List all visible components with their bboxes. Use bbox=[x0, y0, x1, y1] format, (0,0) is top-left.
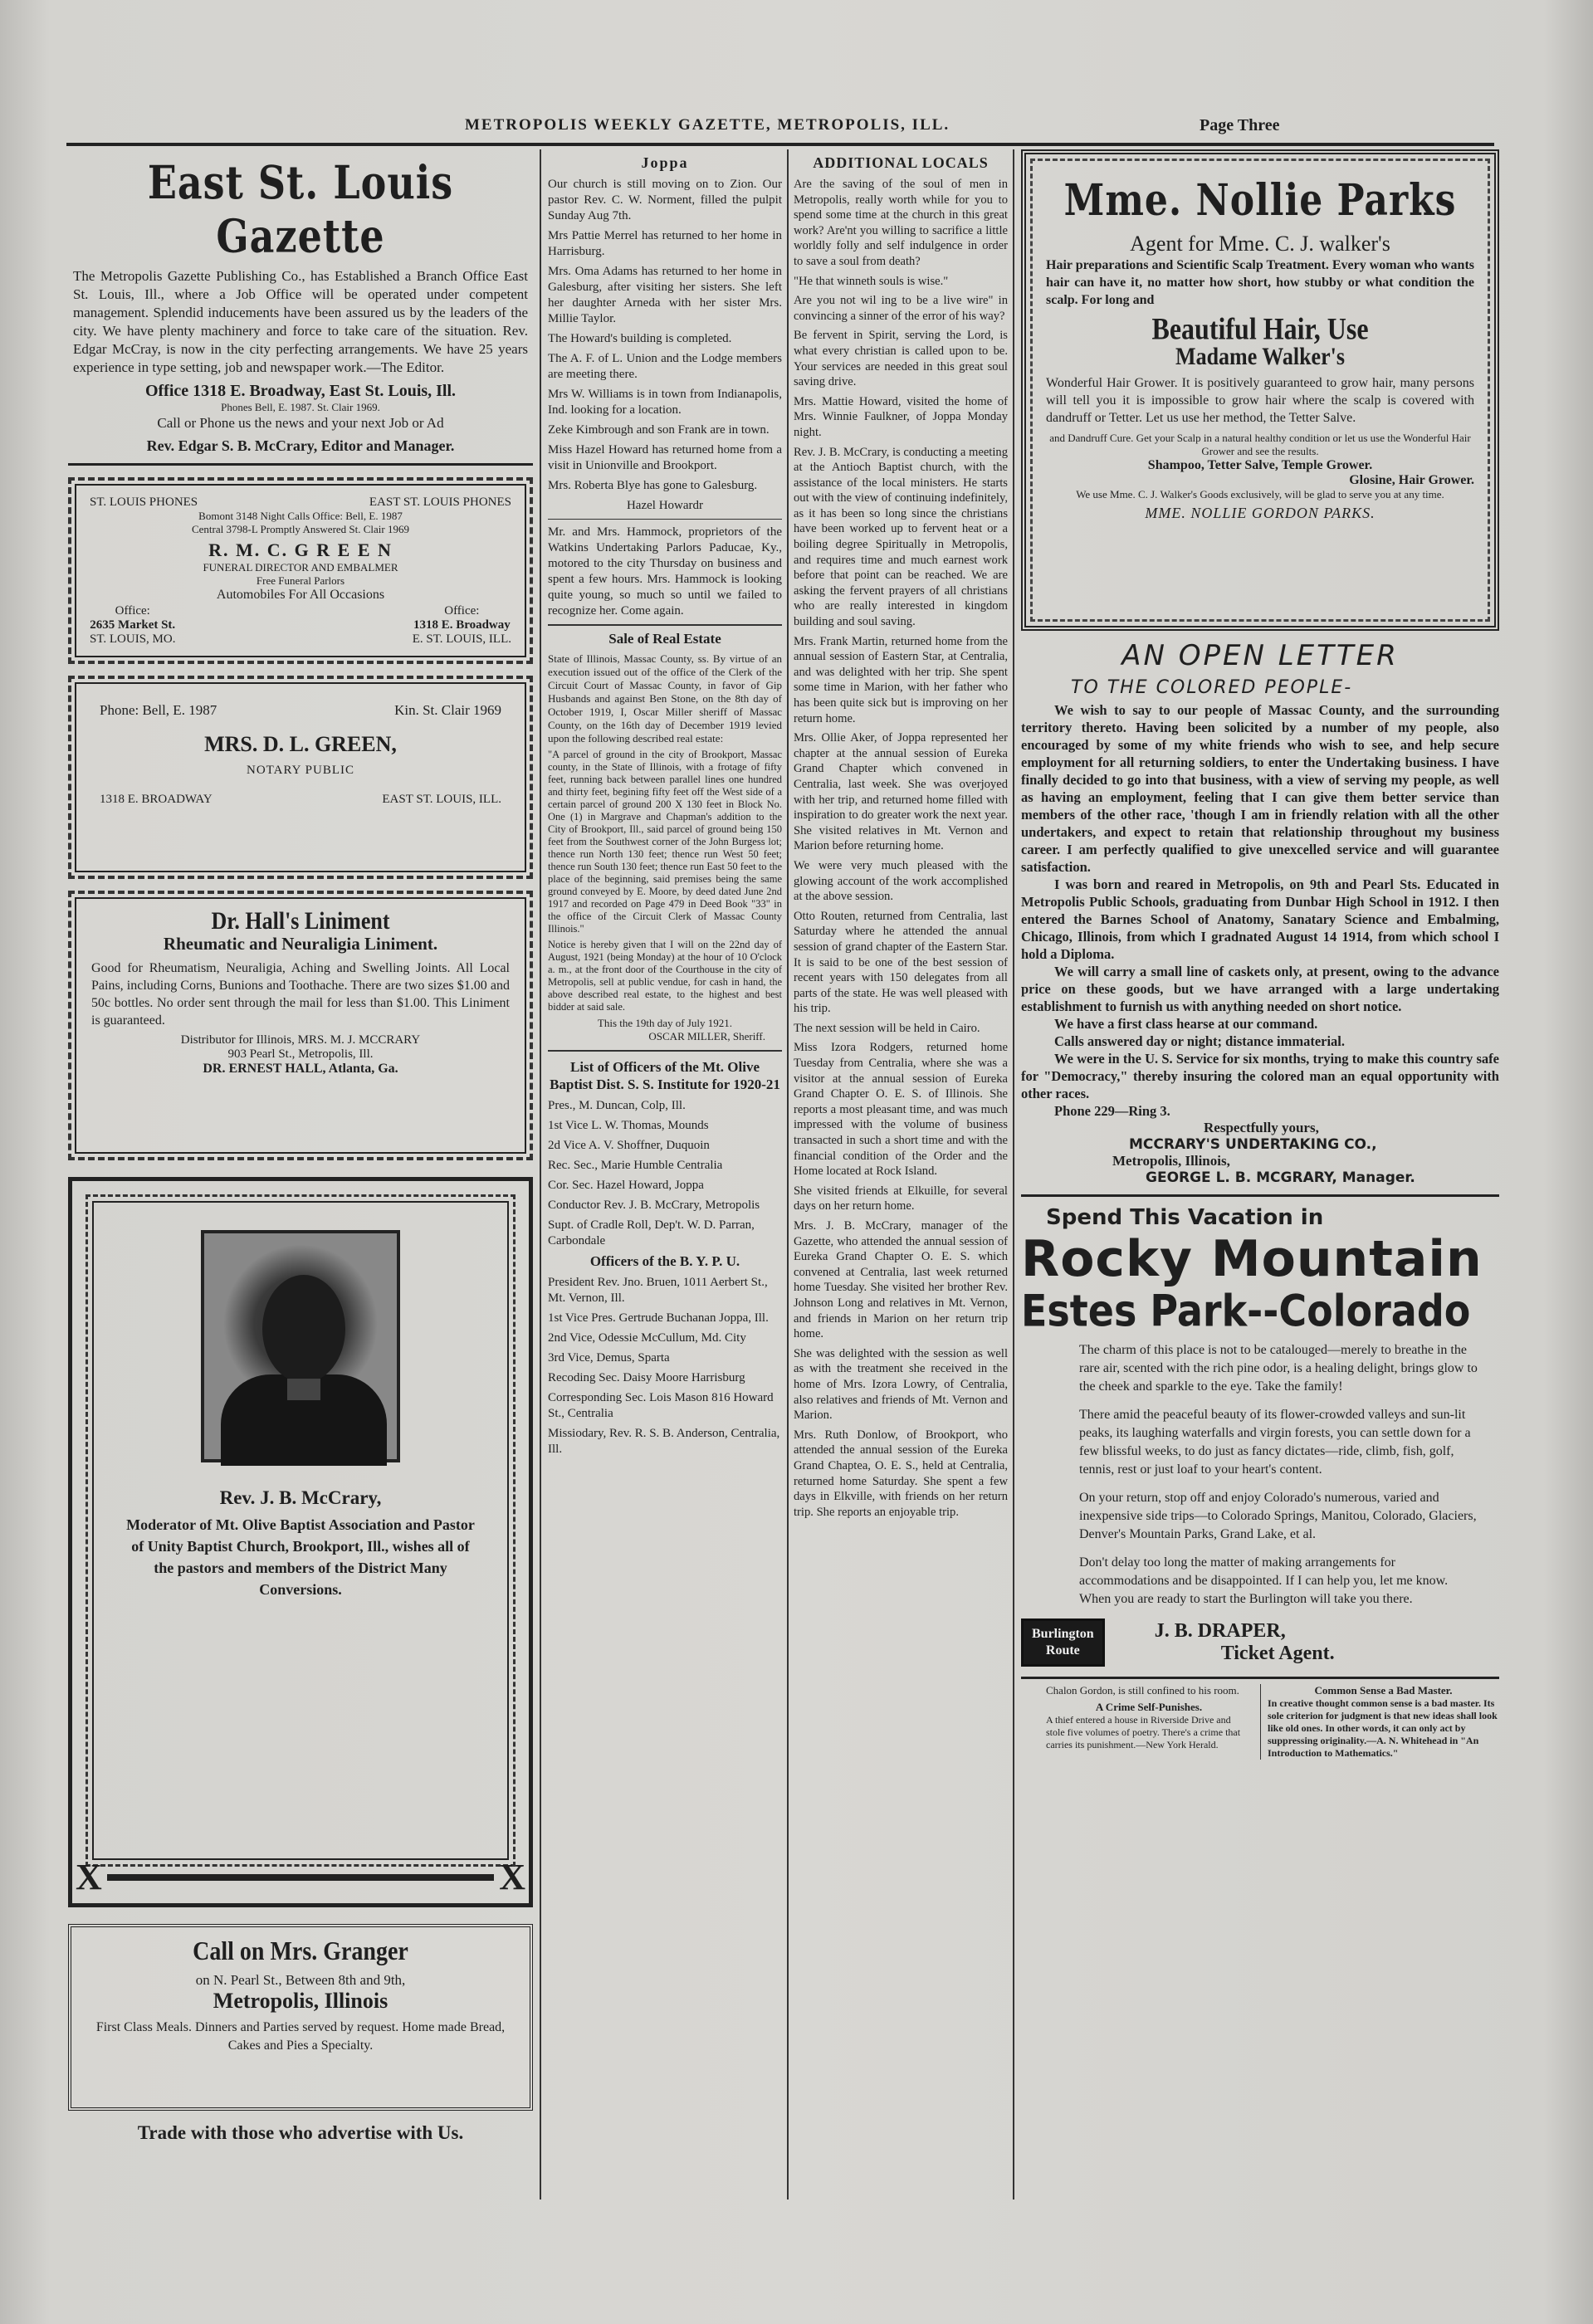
bypu-entry: 1st Vice Pres. Gertrude Buchanan Joppa, Ill. bbox=[548, 1311, 769, 1325]
bypu-entry: Missiodary, Rev. R. S. B. Anderson, Centralia, Ill. bbox=[548, 1427, 780, 1456]
granger-body: First Class Meals. Dinners and Parties served by request. Home made Bread, Cakes and Pies a Specialty. bbox=[95, 2020, 506, 2053]
route-text: Route bbox=[1045, 1643, 1080, 1658]
esl-title: East St. Louis Gazette bbox=[147, 155, 454, 263]
esl-gazette-notice bbox=[68, 149, 533, 466]
hall-subtitle: Rheumatic and Neuraligia Liniment. bbox=[163, 934, 438, 954]
letter-paragraph: We wish to say to our people of Massac County, and the surrounding territory thereto. Having been solicited by a number of my people, also encouraged by some of my white friends who wish to see, and help secure employment for all returning soldiers, to enter the Undertaking business. I have finally decided to go into that business, with a view of serving my people, as well as having an employment, feeling that I can give them better service than members of the other race, 'though I am in friendly relation with all the other undertakers, and expect to retain that relationship throughout my business career. I am perfectly qualified to give unexcelled service and will guarantee satisfaction. bbox=[1021, 702, 1499, 875]
joppa-item: The A. F. of L. Union and the Lodge members are meeting there. bbox=[548, 352, 782, 381]
letter-paragraph: I was born and reared in Metropolis, on 9th and Pearl Sts. Educated in Metropolis Public Schools, graduating from Dunbar High School in 1912. I then entered the Barnes School of Anatomy, Sanatary Science and Embalming, Chicago, Illinois, from which I gradnated August 14 1914, from which school I hold a Diploma. bbox=[1021, 876, 1499, 962]
bypu-entry: 3rd Vice, Demus, Sparta bbox=[548, 1351, 670, 1365]
notary-addr: 1318 E. BROADWAY bbox=[100, 793, 213, 806]
green-city1: ST. LOUIS, MO. bbox=[90, 632, 176, 646]
rocky-estes: Estes Park--Colorado bbox=[1021, 1284, 1471, 1337]
local-item: Otto Routen, returned from Centralia, last Saturday where he attended the annual session of grand chapter of the Eastern Star. It is said to be one of the best session of recent years with 150 delegates from all parts of the state. He was well pleased with his trip. bbox=[794, 909, 1008, 1016]
green-office-label: Office: bbox=[444, 604, 480, 618]
joppa-item: Mrs. Oma Adams has returned to her home in Galesburg, after visiting her sisters. She left her daughter Arneda with her sister Mrs. Millie Taylor. bbox=[548, 265, 782, 325]
bypu-entry: Recoding Sec. Daisy Moore Harrisburg bbox=[548, 1371, 745, 1384]
letter-paragraph: Phone 229—Ring 3. bbox=[1054, 1103, 1170, 1119]
local-item: She was delighted with the session as well as with the treatment she received in the home of Mrs. Izora Lowry, of Centralia, also relatives and friends of Mt. Vernon and Marion. bbox=[794, 1346, 1008, 1423]
officer-entry: 2d Vice A. V. Shoffner, Duquoin bbox=[548, 1139, 710, 1152]
hall-body: Good for Rheumatism, Neuraligia, Aching and Swelling Joints. All Local Pains, including Corns, Bunions and Toothache. There are two sizes $1.00 and 50c bottles. No order sent through the mail for less than $1.00. This Liniment is guaranteed. bbox=[91, 961, 510, 1028]
crime-heading: A Crime Self-Punishes. bbox=[1095, 1701, 1203, 1713]
green-funeral-ad bbox=[68, 477, 533, 664]
letter-paragraph: We were in the U. S. Service for six months, trying to make this country safe for "Democracy," thereby insuring the colored man an equal opportunity with other races. bbox=[1021, 1051, 1499, 1101]
notary-city: EAST ST. LOUIS, ILL. bbox=[382, 793, 501, 806]
burlington-route-logo bbox=[1021, 1618, 1105, 1667]
mccrary-body: Moderator of Mt. Olive Baptist Association and Pastor of Unity Baptist Church, Brookport, Ill., wishes all of the pastors and members of the District Many Conversions. bbox=[126, 1516, 475, 1598]
letter-respectfully: Respectfully yours, bbox=[1204, 1120, 1319, 1135]
x-left-mark: X bbox=[76, 1857, 102, 1897]
additional-locals bbox=[794, 177, 1008, 1520]
local-item: Mrs. Mattie Howard, visited the home of Mrs. Winnie Faulkner, of Joppa Monday night. bbox=[794, 394, 1008, 439]
granger-location: on N. Pearl St., Between 8th and 9th, bbox=[195, 1972, 406, 1988]
burlington-text: Burlington bbox=[1032, 1627, 1094, 1641]
mccrary-portrait-ad bbox=[68, 1177, 533, 1907]
green-addr1: 2635 Market St. bbox=[90, 618, 176, 632]
parks-title: Mme. Nollie Parks bbox=[1063, 174, 1457, 227]
esl-phones: Phones Bell, E. 1987. St. Clair 1969. bbox=[221, 401, 380, 413]
bypu-entry: 2nd Vice, Odessie McCullum, Md. City bbox=[548, 1331, 746, 1345]
rocky-body bbox=[1021, 1333, 1499, 1609]
masthead: METROPOLIS WEEKLY GAZETTE, METROPOLIS, ILL. bbox=[465, 116, 950, 134]
portrait-photo bbox=[201, 1230, 400, 1462]
sale-date: This the 19th day of July 1921. bbox=[597, 1017, 733, 1029]
x-right-mark: X bbox=[499, 1857, 525, 1897]
letter-company: MCCRARY'S UNDERTAKING CO., bbox=[1129, 1136, 1377, 1153]
rocky-paragraph: Don't delay too long the matter of making arrangements for accommodations and be disappointed. If I can help you, let me know. When you are ready to start the Burlington will take you there. bbox=[1079, 1555, 1449, 1606]
column-divider bbox=[787, 149, 789, 2200]
sale-para-3: Notice is hereby given that I will on the 22nd day of August, 1921 (being Monday) at the hour of 10 O'clock a. m., at the front door of the Courthouse in the city of Metropolis, sell at public vendue, for cash in hand, the above described real estate, to the highest and best bidder at said sale. bbox=[548, 939, 782, 1013]
officer-entry: Conductor Rev. J. B. McCrary, Metropolis bbox=[548, 1199, 760, 1212]
local-item: Are the saving of the soul of men in Metropolis, really worth while for you to spend some time at the church in this great work? Are'nt you willing to sacrifice a little worldly folly and self indulgence in order to save a soul from death? bbox=[794, 178, 1008, 268]
column-1 bbox=[68, 149, 533, 2200]
hall-distributor: Distributor for Illinois, MRS. M. J. MCCRARY bbox=[180, 1033, 421, 1047]
draper-name: J. B. DRAPER, bbox=[1154, 1620, 1286, 1642]
officer-entry: 1st Vice L. W. Thomas, Mounds bbox=[548, 1119, 709, 1132]
notary-kin: Kin. St. Clair 1969 bbox=[394, 702, 501, 718]
bypu-entry: President Rev. Jno. Bruen, 1011 Aerbert St., Mt. Vernon, Ill. bbox=[548, 1276, 768, 1305]
green-phone-line2: Central 3798-L Promptly Answered St. Clair 1969 bbox=[191, 523, 410, 535]
officer-entry: Supt. of Cradle Roll, Dep't. W. D. Parran, Carbondale bbox=[548, 1218, 755, 1247]
esl-body: The Metropolis Gazette Publishing Co., has Established a Branch Office East St. Louis, Ill., where a Job Office will be operated under competent management. Splendid inducements have been assured us by the leaders of the city. We have plenty machinery and force to take care of the situation. Rev. Edgar McCray, is now in the city perfecting arrangements. We have 25 years experience in type setting, job and newspaper work.—The Editor. bbox=[73, 268, 528, 375]
joppa-item: Mrs Pattie Merrel has returned to her home in Harrisburg. bbox=[548, 229, 782, 258]
parks-madame: Madame Walker's bbox=[1175, 342, 1345, 371]
esl-call: Call or Phone us the news and your next Job or Ad bbox=[157, 415, 444, 431]
granger-city: Metropolis, Illinois bbox=[213, 1989, 388, 2013]
parks-para-4: We use Mme. C. J. Walker's Goods exclusively, will be glad to serve you at any time. bbox=[1076, 488, 1444, 500]
bypu-heading: Officers of the B. Y. P. U. bbox=[589, 1253, 740, 1269]
joppa-item: Zeke Kimbrough and son Frank are in town. bbox=[548, 423, 770, 437]
rocky-spend: Spend This Vacation in bbox=[1046, 1205, 1324, 1230]
green-autos: Automobiles For All Occasions bbox=[216, 588, 385, 602]
local-item: Be fervent in Spirit, serving the Lord, is what every christian is called upon to be. Your services are needed in this great soul saving drive. bbox=[794, 329, 1008, 389]
hall-doctor: DR. ERNEST HALL, Atlanta, Ga. bbox=[203, 1062, 398, 1076]
green-parlors: Free Funeral Parlors bbox=[256, 574, 345, 587]
notary-title: NOTARY PUBLIC bbox=[246, 764, 354, 777]
letter-paragraph: We have a first class hearse at our command. bbox=[1054, 1016, 1318, 1032]
sale-heading: Sale of Real Estate bbox=[608, 631, 721, 647]
parks-agent: Agent for Mme. C. J. walker's bbox=[1130, 232, 1390, 256]
parks-glosine: Glosine, Hair Grower. bbox=[1349, 473, 1474, 487]
notary-name: MRS. D. L. GREEN, bbox=[204, 732, 397, 756]
esl-editor: Rev. Edgar S. B. McCrary, Editor and Manager. bbox=[146, 437, 455, 454]
draper-title: Ticket Agent. bbox=[1220, 1643, 1335, 1664]
open-letter-body bbox=[1021, 701, 1499, 1120]
green-office-label: Office: bbox=[115, 604, 150, 618]
column-3 bbox=[794, 149, 1008, 2200]
parks-beautiful: Beautiful Hair, Use bbox=[1151, 311, 1369, 346]
crime-body: A thief entered a house in Riverside Drive and stole five volumes of poetry. There's a crime that carries its punishment.—New York Herald. bbox=[1046, 1714, 1241, 1750]
header-rule bbox=[66, 143, 1494, 146]
chalon-item: Chalon Gordon, is still confined to his room. bbox=[1046, 1684, 1239, 1697]
granger-ad bbox=[68, 1924, 533, 2111]
officer-entry: Cor. Sec. Hazel Howard, Joppa bbox=[548, 1179, 704, 1192]
letter-title: AN OPEN LETTER bbox=[1121, 639, 1399, 672]
rocky-mountain-ad bbox=[1021, 1194, 1499, 1667]
letter-paragraph: Calls answered day or night; distance immaterial. bbox=[1054, 1033, 1346, 1049]
hall-address: 903 Pearl St., Metropolis, Ill. bbox=[227, 1047, 374, 1061]
sense-body: In creative thought common sense is a bad master. Its sole criterion for judgment is that new ideas shall look like old ones. In other words, it can only act by suppressing originality.—A. N. Whitehead in "An Introduction to Mathematics." bbox=[1268, 1697, 1498, 1759]
hammock-item: Mr. and Mrs. Hammock, proprietors of the Watkins Undertaking Parlors Paducae, Ky., motored to the city Thursday on business and spent a few hours. Mrs. Hammock is looking quite young, so much so until we failed to recognize her. Come again. bbox=[548, 525, 782, 618]
local-item: The next session will be held in Cairo. bbox=[794, 1021, 980, 1035]
joppa-item: The Howard's building is completed. bbox=[548, 332, 732, 345]
mccrary-name: Rev. J. B. McCrary, bbox=[219, 1487, 382, 1508]
letter-city: Metropolis, Illinois, bbox=[1112, 1153, 1230, 1169]
green-stl-phones: ST. LOUIS PHONES bbox=[90, 496, 198, 509]
officer-entry: Rec. Sec., Marie Humble Centralia bbox=[548, 1159, 723, 1172]
local-item: We were very much pleased with the glowing account of the work accomplished at the above session. bbox=[794, 858, 1008, 904]
column-2 bbox=[548, 149, 782, 2200]
rocky-title: Rocky Mountain bbox=[1021, 1230, 1483, 1288]
local-item: Mrs. J. B. McCrary, manager of the Gazette, who attended the annual session of Eureka Grand Chapter O. E. S. which convened at Centralia, last week returned home Tuesday. She visited her brother Rev. Johnson Long and relatives in Mt. Vernon, and friends in Marion on her return trip home. bbox=[794, 1219, 1008, 1341]
joppa-item: Mrs. Roberta Blye has gone to Galesburg. bbox=[548, 479, 758, 492]
sense-heading: Common Sense a Bad Master. bbox=[1314, 1684, 1453, 1697]
local-item: Miss Izora Rodgers, returned home Tuesday from Centralia, where she was a visitor at the annual session of Eureka Grand Chapter O. E. S. of Illinois. She reports a most pleasant time, and was much impressed with the volume of business transacted in such a short time and with the financial condition of the Order and the Home located at Rock Island. bbox=[794, 1041, 1008, 1179]
green-phone-line1: Bomont 3148 Night Calls Office: Bell, E. 1987 bbox=[198, 510, 403, 522]
officers-list bbox=[548, 1098, 782, 1249]
bypu-list bbox=[548, 1275, 782, 1457]
bypu-entry: Corresponding Sec. Lois Mason 816 Howard St., Centralia bbox=[548, 1391, 774, 1420]
sale-para-1: State of Illinois, Massac County, ss. By virtue of an execution issued out of the office of the Clerk of the Circuit Court of Massac County, in favor of Gip Husbands and against Ben Stone, on the 8th day of October 1919, I, Oscar Miller sheriff of Massac County, on the 16th day of December 1919 levied upon the following described real estate: bbox=[548, 652, 782, 745]
rocky-paragraph: On your return, stop off and enjoy Colorado's numerous, varied and inexpensive side trips—to Colorado Springs, Manitou, Colorado, Glaciers, Denver's Mountain Parks, Grand Lake, et al. bbox=[1079, 1491, 1477, 1541]
officer-entry: Pres., M. Duncan, Colp, Ill. bbox=[548, 1099, 686, 1112]
joppa-item: Mrs W. Williams is in town from Indianapolis, Ind. looking for a location. bbox=[548, 388, 782, 417]
local-item: Mrs. Frank Martin, returned home from the annual session of Eastern Star, at Centralia, and was delighted with her trip. She spent some time in Marion, with her father who has been quite sick but is improving on her return home. bbox=[794, 634, 1008, 725]
letter-to: TO THE COLORED PEOPLE- bbox=[1071, 677, 1353, 698]
additional-locals-heading: ADDITIONAL LOCALS bbox=[813, 154, 989, 171]
letter-paragraph: We will carry a small line of caskets only, at present, owing to the advance price on these goods, but we have arranged with a large undertaking establishment to furnish us with anything needed on short notice. bbox=[1021, 964, 1499, 1014]
page-number: Page Three bbox=[1200, 116, 1280, 134]
green-addr2: 1318 E. Broadway bbox=[413, 618, 511, 632]
local-item: Rev. J. B. McCrary, is conducting a meeting at the Antioch Baptist church, with the assistance of the local ministers. He starts out with the view of continuing indefinitely, as it has been so long since the christians have been worked up to fervent heat or a boiling degree Spiritually in Metropolis, and requires time and much earnest work before that point can be reached. We are asking the fervent prayers of all christians who are really interested in kingdom building and soul saving. bbox=[794, 445, 1008, 629]
rocky-paragraph: The charm of this place is not to be catalouged—merely to breathe in the rare air, scented with the rich pine odor, is a healing delight, brings glow to the cheek and sparkle to the eye. Take the family! bbox=[1079, 1343, 1478, 1394]
green-role: FUNERAL DIRECTOR AND EMBALMER bbox=[203, 561, 398, 574]
joppa-heading: Joppa bbox=[641, 154, 689, 171]
local-item: Mrs. Ollie Aker, of Joppa represented her chapter at the annual session of Eureka Grand Chapter which convened in Centralia, last week. She was overjoyed with her trip, and returned home filled with inspiration to do greater work the next year. She visited relatives in Mt. Vernon and Marion before returning home. bbox=[794, 731, 1008, 853]
parks-para-2: Wonderful Hair Grower. It is positively guaranteed to grow hair, many persons will tell you it is impossible to grow hair where the scalp is covered with dandruff or Tetter. Let us use her method, the Tetter Salve. bbox=[1046, 376, 1474, 425]
joppa-signature: Hazel Howardr bbox=[548, 498, 782, 520]
officers-heading: List of Officers of the Mt. Olive Baptist Dist. S. S. Institute for 1920-21 bbox=[550, 1059, 780, 1092]
green-city2: E. ST. LOUIS, ILL. bbox=[412, 632, 511, 646]
column-divider bbox=[1013, 149, 1014, 2200]
joppa-item: Miss Hazel Howard has returned home from a visit in Unionville and Brookport. bbox=[548, 443, 782, 472]
parks-products: Shampoo, Tetter Salve, Temple Grower. bbox=[1147, 458, 1373, 472]
trade-slogan: Trade with those who advertise with Us. bbox=[137, 2122, 464, 2143]
granger-title: Call on Mrs. Granger bbox=[193, 1936, 408, 1967]
x-bar bbox=[107, 1874, 494, 1881]
local-item: She visited friends at Elkuille, for several days on her return home. bbox=[794, 1184, 1008, 1213]
parks-ad bbox=[1021, 149, 1499, 631]
notary-ad bbox=[68, 676, 533, 879]
joppa-news bbox=[548, 177, 782, 494]
column-4 bbox=[1021, 149, 1499, 2200]
rocky-paragraph: There amid the peaceful beauty of its flower-crowded valleys and sun-lit peaks, its laughing waterfalls and virgin forests, you can settle down for a few blissful weeks, to do just as fancy dictates—ride, climb, fish, golf, tennis, rest or just loaf to your heart's content. bbox=[1079, 1408, 1471, 1477]
local-item: Are you not wil ing to be a live wire" in convincing a sinner of the error of his way? bbox=[794, 294, 1008, 323]
notary-phone: Phone: Bell, E. 1987 bbox=[100, 702, 217, 718]
sale-signature: OSCAR MILLER, Sheriff. bbox=[648, 1030, 765, 1042]
parks-para-1: Hair preparations and Scientific Scalp Treatment. Every woman who wants hair can have it, no matter how short, how stubby or what condition the scalp. For long and bbox=[1046, 258, 1474, 307]
hall-liniment-ad bbox=[68, 891, 533, 1160]
local-item: "He that winneth souls is wise." bbox=[794, 274, 949, 288]
parks-signature: MME. NOLLIE GORDON PARKS. bbox=[1145, 505, 1376, 521]
green-name: R. M. C. G R E E N bbox=[208, 540, 393, 560]
bottom-fillers bbox=[1021, 1677, 1499, 1760]
column-divider bbox=[540, 149, 541, 2200]
hall-title: Dr. Hall's Liniment bbox=[211, 906, 390, 935]
parks-para-3: and Dandruff Cure. Get your Scalp in a natural healthy condition or let us use the Wonderful Hair Grower and see the results. bbox=[1049, 432, 1471, 457]
sale-para-2: "A parcel of ground in the city of Brookport, Massac county, in the State of Illinois, with a frotage of fifty feet, running back between parallel lines one hundred and thirty feet, begining fifty feet off the West side of a certain parcel of ground 200 X 130 feet in Block No. One (1) in Margrave and Chapman's addition to the City of Brookport, Ill., said parcel of ground being 150 feet from the Southwest corner of the John Burgess lot; thence run North 130 feet; thence run West 50 feet; thence run South 130 feet; thence run East 50 feet to the place of the beginning, said premises being the same ground conveyed by E. Moore, by deed dated June 2nd 1917 and recorded on Page 479 in Deed Book "33" in the office of the Circuit Clerk of Massac County Illinois." bbox=[548, 749, 782, 935]
green-estl-phones: EAST ST. LOUIS PHONES bbox=[369, 496, 511, 509]
esl-office: Office 1318 E. Broadway, East St. Louis, Ill. bbox=[144, 382, 457, 400]
letter-manager: GEORGE L. B. MCGRARY, Manager. bbox=[1146, 1169, 1415, 1186]
local-item: Mrs. Ruth Donlow, of Brookport, who attended the annual session of the Eureka Grand Chaptea, O. E. S., held at Centralia, returned home Saturday. She spent a few days in Elkville, with friends on her return trip. She reports an enjoyable trip. bbox=[794, 1428, 1008, 1519]
joppa-item: Our church is still moving on to Zion. Our pastor Rev. C. W. Norment, filled the pulpit Sunday Aug 7th. bbox=[548, 178, 782, 222]
